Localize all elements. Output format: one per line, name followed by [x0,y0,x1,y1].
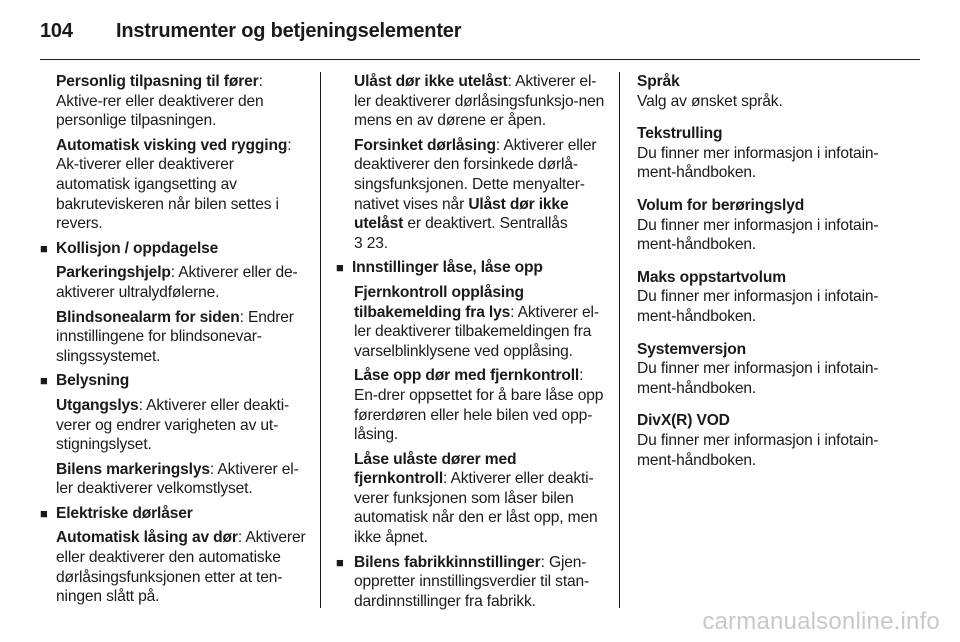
setting-description: : Aktiverer eller deakti-verer og endrer varigheten av ut-stigningslyset. [56,396,290,454]
setting-term: Låse opp dør med fjernkontroll [354,367,580,385]
setting-vehicle-locator-lights [40,460,308,499]
setting-personal-customization [40,72,308,131]
bullet-icon: ■ [40,505,48,521]
setting-description: : Aktiverer eller deaktiverer den automatiske dørlåsingsfunksjonen etter at ten-ningen slått på. [56,529,306,606]
column-divider [320,72,321,608]
setting-description: : En-drer oppsettet for å bare låse opp førerdøren eller hele bilen ved opp-låsing. [354,367,604,444]
setting-remote-door-unlock [336,366,606,444]
watermark: carmanualsonline.info [702,608,940,635]
setting-park-assist [40,263,308,302]
page-title: Instrumenter og betjeningselementer [116,20,462,42]
setting-remote-unlock-light-feedback [336,283,606,361]
section-factory-settings [336,553,606,612]
setting-description: Du finner mer informasjon i infotain-ment-håndboken. [637,431,879,469]
setting-description: : Ak-tiverer eller deaktiverer automatisk igangsetting av bakruteviskeren når bilen settes i revers. [56,136,292,233]
setting-term: Automatisk visking ved rygging [56,136,288,154]
bullet-icon: ■ [40,240,48,256]
section-collision-detection [40,239,308,259]
setting-description: : Aktiverer eller de-aktiverer ultralydfølerne. [56,264,298,301]
section-lighting [40,371,308,391]
setting-delayed-door-lock [336,136,606,254]
setting-description: Valg av ønsket språk. [637,92,783,110]
setting-language [637,72,897,111]
setting-description-cont: er deaktivert. Sentrallås [403,215,568,233]
setting-auto-door-lock [40,528,308,606]
setting-auto-wipe-reverse [40,136,308,234]
setting-text-scroll [637,124,897,183]
setting-description: : Aktiverer eller deakti-verer funksjonen som låser bilen automatisk når den er låst opp, men ikke åpnet. [354,470,598,547]
column-3 [637,72,897,483]
setting-term: Språk [637,73,680,90]
setting-term: Maks oppstartvolum [637,268,786,286]
setting-term: Forsinket dørlåsing [354,136,496,154]
section-heading: Innstillinger låse, låse opp [352,259,543,277]
setting-term: DivX(R) VOD [637,412,730,430]
setting-description: : Aktiverer el-ler deaktiverer tilbakemeldingen fra varselblinklysene ved opplåsing. [354,303,599,360]
setting-description: : Gjen-oppretter innstillingsverdier til stan-dardinnstillinger fra fabrikk. [354,553,590,610]
column-divider [619,72,620,608]
setting-unlocked-door-anti-lockout [336,72,606,131]
setting-description: Du finner mer informasjon i infotain-ment-håndboken. [637,216,879,254]
setting-divx-vod [637,411,897,470]
setting-term: Bilens markeringslys [56,460,210,478]
setting-description: : Aktiverer eller deaktiverer den forsinkede dørlå-singsfunksjonen. Dette menyalter-nativet vises når [354,136,597,213]
setting-remote-relock-unlocked-doors [336,450,606,548]
setting-side-blind-zone-alert [40,308,308,367]
setting-term: Utgangslys [56,396,139,414]
section-heading: Elektriske dørlåser [56,504,193,522]
section-power-door-locks [40,504,308,524]
header-rule [40,59,920,60]
section-heading: Kollisjon / oppdagelse [56,239,219,257]
inline-term: Ulåst dør ikke utelåst [354,195,569,233]
bullet-icon: ■ [336,554,344,570]
setting-term: Låse ulåste dører med fjernkontroll [354,450,517,488]
setting-term: Automatisk låsing av dør [56,529,238,547]
column-1 [40,72,308,612]
setting-term: Ulåst dør ikke utelåst [354,73,508,90]
section-lock-unlock-settings [336,258,606,278]
setting-term: Personlig tilpasning til fører [56,73,259,90]
bullet-icon: ■ [40,373,48,389]
setting-description: : Endrer innstillingene for blindsonevar-slingssystemet. [56,308,294,365]
setting-system-version [637,340,897,399]
setting-exit-lighting [40,396,308,455]
setting-description: Du finner mer informasjon i infotain-ment-håndboken. [637,144,879,182]
page-ref[interactable]: 23. [366,234,388,252]
setting-term: Parkeringshjelp [56,264,171,282]
setting-term: Tekstrulling [637,125,723,143]
page-header [40,20,920,46]
setting-description: : Aktive-rer eller deaktiverer den personlige tilpasningen. [56,73,264,130]
setting-description: : Aktiverer el-ler deaktiverer dørlåsingsfunksjo-nen mens en av dørene er åpen. [354,73,605,130]
setting-max-startup-volume [637,268,897,327]
setting-term: Volum for berøringslyd [637,196,805,214]
column-2 [336,72,606,616]
section-heading: Bilens fabrikkinnstillinger [354,553,541,571]
setting-term: Blindsonealarm for siden [56,308,240,326]
setting-term: Systemversjon [637,340,746,358]
setting-description: Du finner mer informasjon i infotain-ment-håndboken. [637,360,879,397]
page-ref-arrow-icon: 3 [354,234,363,252]
page-number: 104 [40,20,73,42]
setting-touch-beep-volume [637,196,897,255]
section-heading: Belysning [56,372,130,390]
setting-term: Fjernkontroll opplåsing tilbakemelding fra lys [354,283,524,321]
setting-description: : Aktiverer el-ler deaktiverer velkomstlyset. [56,460,299,498]
bullet-icon: ■ [336,260,344,276]
setting-description: Du finner mer informasjon i infotain-ment-håndboken. [637,288,879,325]
